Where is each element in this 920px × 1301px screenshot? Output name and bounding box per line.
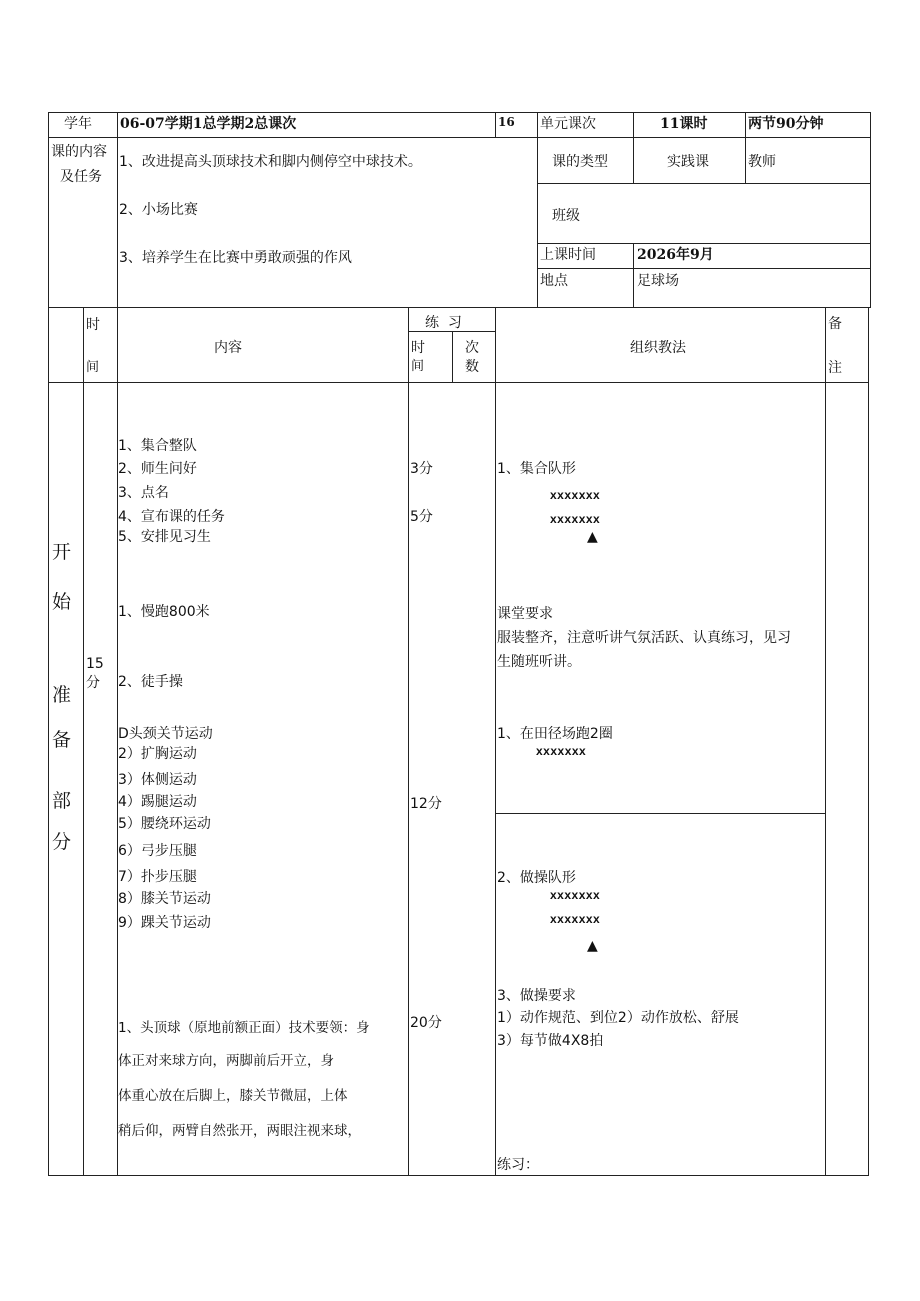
freehand-item: 2、徒手操 <box>118 674 183 690</box>
assembly-item-1: 1、集合整队 <box>118 438 197 454</box>
formation-1-row-1: xxxxxxx <box>550 488 601 502</box>
type-value: 实践课 <box>667 154 709 170</box>
col-practice: 练 习 <box>425 315 462 331</box>
class-label: 班级 <box>552 208 580 224</box>
formation-2-row-2: xxxxxxx <box>550 912 601 926</box>
col-practice-time-bottom: 间 <box>411 359 425 374</box>
practice-time-2: 5分 <box>410 509 433 525</box>
col-practice-count-bottom: 数 <box>465 359 479 375</box>
time-label: 上课时间 <box>540 247 596 263</box>
heading-text-2: 体正对来球方向，两脚前后开立，身 <box>118 1053 334 1069</box>
teacher-triangle-icon-2: ▲ <box>587 938 598 954</box>
formation-1-title: 1、集合队形 <box>497 461 576 477</box>
year-label: 学年 <box>64 116 92 132</box>
task-item-3: 3、培养学生在比赛中勇敢顽强的作风 <box>119 250 352 266</box>
run-instruction: 1、在田径场跑2圈 <box>497 726 613 742</box>
exercise-item-3: 3）体侧运动 <box>118 772 197 788</box>
exercise-item-8: 8）膝关节运动 <box>118 891 211 907</box>
exercise-item-4: 4）踢腿运动 <box>118 794 197 810</box>
practice-time-4: 20分 <box>410 1015 442 1031</box>
run-formation-row: xxxxxxx <box>536 744 587 758</box>
exercise-item-7: 7）扑步压腿 <box>118 869 197 885</box>
formation-2-row-1: xxxxxxx <box>550 888 601 902</box>
exercise-item-2: 2）扩胸运动 <box>118 746 197 762</box>
col-method: 组织教法 <box>630 340 686 356</box>
col-time-top: 时 <box>86 317 100 333</box>
exercise-requirements-line-2: 3）每节做4X8拍 <box>497 1033 604 1049</box>
exercise-item-6: 6）弓步压腿 <box>118 843 197 859</box>
assembly-item-2: 2、师生问好 <box>118 461 197 477</box>
practice-label: 练习： <box>497 1157 539 1173</box>
section-time-unit: 分 <box>86 675 100 691</box>
teacher-triangle-icon: ▲ <box>587 529 598 545</box>
practice-time-3: 12分 <box>410 796 442 812</box>
lesson-duration: 两节90分钟 <box>748 116 824 132</box>
section-char-6: 分 <box>52 831 72 853</box>
col-time-bottom: 间 <box>86 360 100 375</box>
jog-item: 1、慢跑800米 <box>118 604 210 620</box>
exercise-requirements-line-1: 1）动作规范、到位2）动作放松、舒展 <box>497 1010 739 1026</box>
unit-label: 单元课次 <box>540 116 596 132</box>
section-char-5: 部 <box>52 790 72 812</box>
task-item-1: 1、改进提高头顶球技术和脚内侧停空中球技术。 <box>119 154 422 170</box>
exercise-item-9: 9）踝关节运动 <box>118 915 211 931</box>
class-requirements-line-1: 服装整齐，注意听讲气氛活跃、认真练习，见习 <box>497 630 791 646</box>
formation-1-row-2: xxxxxxx <box>550 512 601 526</box>
practice-time-1: 3分 <box>410 461 433 477</box>
lesson-hours: 11课时 <box>660 116 708 132</box>
section-char-2: 始 <box>52 591 72 613</box>
formation-2-title: 2、做操队形 <box>497 870 576 886</box>
teacher-label: 教师 <box>748 154 776 170</box>
section-char-4: 备 <box>52 729 72 751</box>
task-label-line1: 课的内容 <box>51 144 107 160</box>
section-char-1: 开 <box>52 541 72 563</box>
assembly-item-5: 5、安排见习生 <box>118 529 211 545</box>
col-practice-time-top: 时 <box>411 340 425 356</box>
lesson-number: 16 <box>498 115 515 129</box>
place-value: 足球场 <box>637 273 679 289</box>
section-char-3: 准 <box>52 684 72 706</box>
section-time-number: 15 <box>86 656 104 672</box>
assembly-item-4: 4、宣布课的任务 <box>118 509 225 525</box>
col-practice-count-top: 次 <box>465 340 479 356</box>
type-label: 课的类型 <box>552 154 608 170</box>
task-label-line2: 及任务 <box>60 169 102 185</box>
time-value: 2026年9月 <box>637 247 714 263</box>
col-remark-bottom: 注 <box>828 360 842 376</box>
assembly-item-3: 3、点名 <box>118 485 169 501</box>
task-item-2: 2、小场比赛 <box>119 202 198 218</box>
exercise-item-1: D头颈关节运动 <box>118 726 213 742</box>
heading-text-3: 体重心放在后脚上，膝关节微屈，上体 <box>118 1088 348 1104</box>
semester-info: 06-07学期1总学期2总课次 <box>120 116 297 132</box>
col-remark-top: 备 <box>828 316 842 332</box>
class-requirements-line-2: 生随班听讲。 <box>497 654 581 670</box>
exercise-requirements-title: 3、做操要求 <box>497 988 576 1004</box>
class-requirements-title: 课堂要求 <box>497 606 553 622</box>
heading-text-4: 稍后仰，两臂自然张开，两眼注视来球， <box>118 1123 361 1139</box>
place-label: 地点 <box>540 273 568 289</box>
heading-text-1: 1、头顶球（原地前额正面）技术要领：身 <box>118 1020 370 1036</box>
col-content: 内容 <box>214 340 242 356</box>
exercise-item-5: 5）腰绕环运动 <box>118 816 211 832</box>
